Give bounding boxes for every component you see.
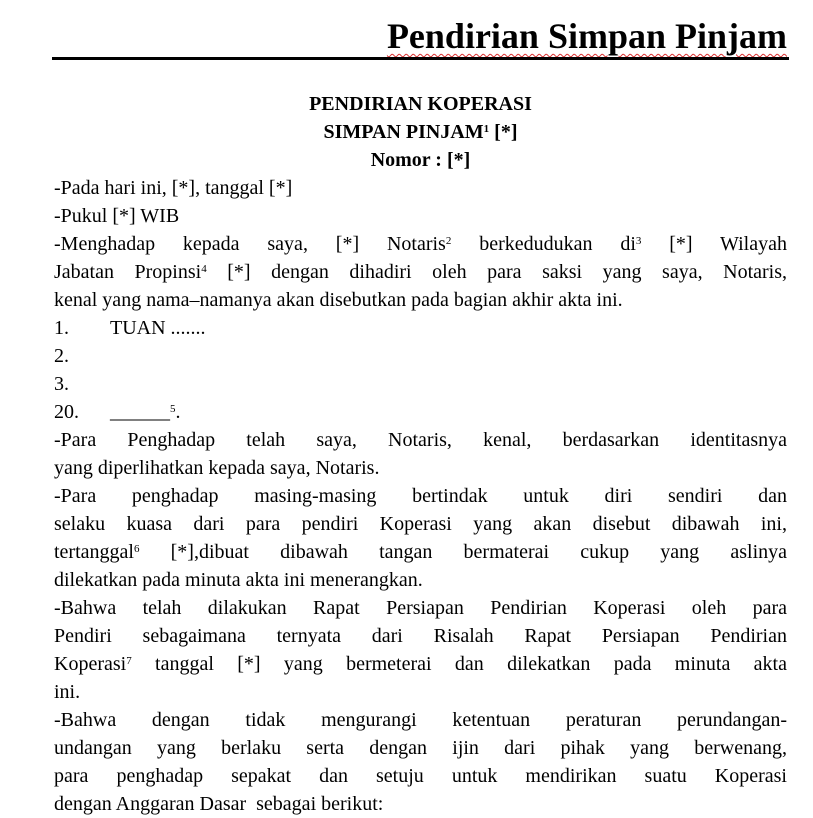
meeting-paragraph — [54, 594, 787, 706]
time-line: -Pukul [*] WIB — [54, 205, 180, 227]
list-text: TUAN ....... — [110, 317, 206, 339]
appearance-line-3: kenal yang nama–namanya akan disebutkan pada bagian akhir akta ini. — [54, 289, 623, 311]
appearer-list — [54, 314, 787, 426]
meeting-line-2: Pendiri sebagaimana ternyata dari Risalah Rapat Persiapan Pendirian — [54, 625, 787, 647]
agreement-paragraph — [54, 706, 787, 818]
deed-title-block — [54, 90, 787, 174]
list-number: 20. — [54, 401, 79, 423]
acting-text-b: [*],dibuat dibawah tangan bermaterai cukup yang aslinya — [139, 541, 787, 563]
identity-paragraph — [54, 426, 787, 482]
deed-title-text: SIMPAN PINJAM — [323, 121, 484, 143]
acting-text-a: tertanggal — [54, 541, 134, 563]
acting-line-3 — [54, 538, 787, 566]
acting-line-2: selaku kuasa dari para pendiri Koperasi yang akan disebut dibawah ini, — [54, 513, 787, 535]
date-line: -Pada hari ini, [*], tanggal [*] — [54, 177, 293, 199]
acting-line-1: -Para penghadap masing-masing bertindak untuk diri sendiri dan — [54, 485, 787, 507]
list-text: ______ — [110, 401, 170, 423]
footnote-ref-2: 2 — [445, 235, 452, 247]
appearance-text-d: Jabatan Propinsi — [54, 261, 202, 283]
footnote-ref-1: 1 — [483, 123, 490, 135]
appearance-text-b: berkedudukan di — [451, 233, 636, 255]
appearance-text-a: -Menghadap kepada saya, [*] Notaris — [54, 233, 446, 255]
header-divider — [52, 57, 789, 60]
appearance-text-c: [*] Wilayah — [641, 233, 787, 255]
appearance-line-1 — [54, 230, 787, 258]
list-tail: . — [175, 401, 181, 423]
footnote-ref-7: 7 — [126, 655, 132, 667]
meeting-line-4: ini. — [54, 681, 81, 703]
deed-title-line-2 — [54, 118, 787, 146]
agreement-line-2: undangan yang berlaku serta dengan ijin dari pihak yang berwenang, — [54, 737, 787, 759]
agreement-line-3: para penghadap sepakat dan setuju untuk mendirikan suatu Koperasi — [54, 765, 787, 787]
list-number: 1. — [54, 317, 69, 339]
list-item — [54, 370, 787, 398]
deed-title-placeholder: [*] — [489, 121, 518, 143]
meeting-line-1: -Bahwa telah dilakukan Rapat Persiapan Pendirian Koperasi oleh para — [54, 597, 787, 619]
list-item — [54, 398, 787, 426]
meeting-text-b: tanggal [*] yang bermeterai dan dilekatkan pada minuta akta — [131, 653, 787, 675]
list-item — [54, 342, 787, 370]
appearance-line-2 — [54, 258, 787, 286]
deed-number-line: Nomor : [*] — [370, 149, 471, 171]
footnote-ref-4: 4 — [201, 263, 207, 275]
footnote-ref-6: 6 — [133, 543, 140, 555]
acting-line-4: dilekatkan pada minuta akta ini menerangkan. — [54, 569, 423, 591]
agreement-line-1: -Bahwa dengan tidak mengurangi ketentuan peraturan perundangan- — [54, 709, 787, 731]
footnote-ref-5: 5 — [170, 403, 176, 415]
agreement-line-4: dengan Anggaran Dasar sebagai berikut: — [54, 793, 384, 815]
footnote-ref-3: 3 — [635, 235, 642, 247]
appearance-paragraph — [54, 230, 787, 314]
acting-paragraph — [54, 482, 787, 594]
appearance-text-e: [*] dengan dihadiri oleh para saksi yang saya, Notaris, — [206, 261, 788, 283]
document-header-title: Pendirian Simpan Pinjam — [386, 16, 787, 56]
list-number: 3. — [54, 373, 69, 395]
identity-line-2: yang diperlihatkan kepada saya, Notaris. — [54, 457, 380, 479]
identity-line-1: -Para Penghadap telah saya, Notaris, kenal, berdasarkan identitasnya — [54, 429, 787, 451]
deed-title-line-1: PENDIRIAN KOPERASI — [309, 93, 532, 115]
list-number: 2. — [54, 345, 69, 367]
meeting-text-a: Koperasi — [54, 653, 127, 675]
deed-body — [54, 174, 787, 818]
meeting-line-3 — [54, 650, 787, 678]
list-item — [54, 314, 787, 342]
